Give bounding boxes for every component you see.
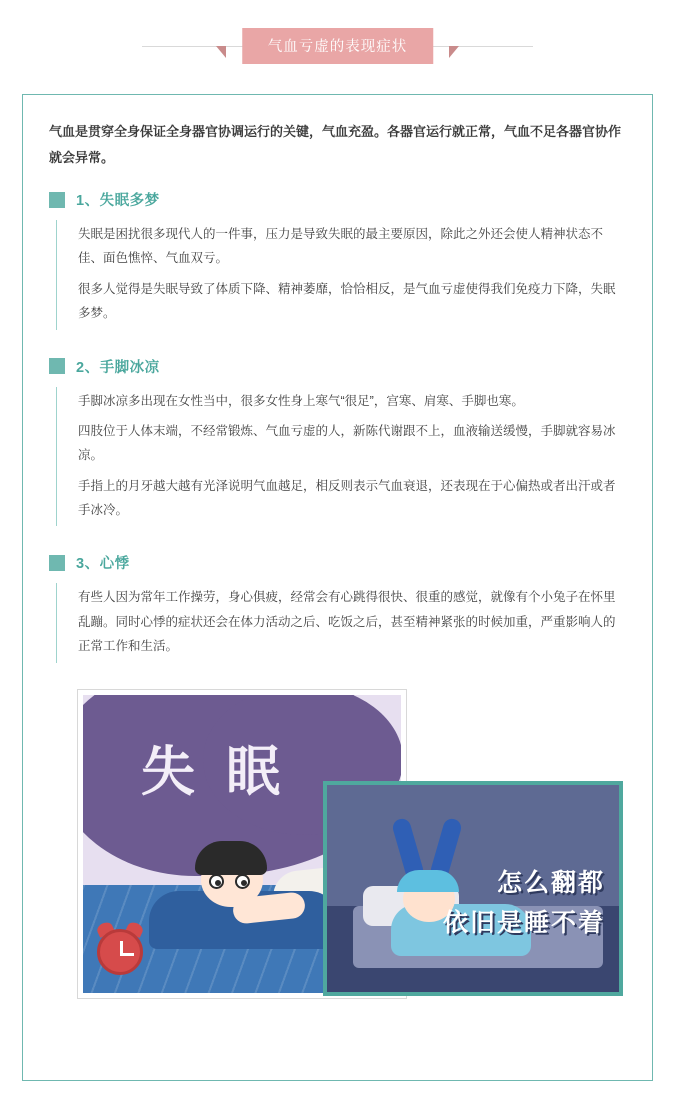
ribbon-tail-right <box>449 46 459 58</box>
page-title: 气血亏虚的表现症状 <box>242 28 434 64</box>
paragraph: 四肢位于人体末端，不经常锻炼、气血亏虚的人，新陈代谢跟不上，血液输送缓慢，手脚就容易冰凉。 <box>78 423 616 463</box>
page-header <box>0 0 675 78</box>
insomnia-caption: 失 眠 <box>141 741 289 802</box>
eye-left-icon <box>209 874 224 889</box>
section-header <box>49 189 626 210</box>
alarm-clock-icon <box>97 929 143 975</box>
paragraph: 手指上的月牙越大越有光泽说明气血越足，相反则表示气血衰退，还表现在于心偏热或者出汗或者手冰冷。 <box>78 478 616 517</box>
section-header <box>49 552 626 573</box>
hair-shape <box>195 841 267 875</box>
section-title: 1、失眠多梦 <box>76 193 160 209</box>
section-body <box>56 387 626 527</box>
square-bullet-icon <box>49 555 65 571</box>
section-palpitations <box>49 552 626 662</box>
section-cold-hands-feet <box>49 356 626 527</box>
intro-paragraph: 气血是贯穿全身保证全身器官协调运行的关键，气血充盈。各器官运行就正常，气血不足各器官协作就会异常。 <box>49 124 622 165</box>
section-header <box>49 356 626 377</box>
paragraph: 失眠是困扰很多现代人的一件事，压力是导致失眠的最主要原因，除此之外还会使人精神状态不佳、面色憔悴、气血双亏。 <box>78 227 604 266</box>
ribbon-tail-left <box>216 46 226 58</box>
section-title: 2、手脚冰凉 <box>76 359 160 376</box>
sleep-hat-shape <box>397 870 459 892</box>
section-title: 3、心悸 <box>76 556 130 573</box>
eye-right-icon <box>235 874 250 889</box>
rabbit-caption-line2: 依旧是睡不着 <box>442 908 605 937</box>
section-body <box>56 220 626 330</box>
square-bullet-icon <box>49 192 65 208</box>
rabbit-caption-line1: 怎么翻都 <box>496 868 605 897</box>
section-body <box>56 583 626 662</box>
section-insomnia <box>49 189 626 330</box>
illustration-group <box>77 689 626 1009</box>
paragraph: 手脚冰凉多出现在女性当中，很多女性身上寒气“很足”，宫寒、肩寒、手脚也寒。 <box>78 393 524 408</box>
rabbit-illustration <box>323 781 623 996</box>
content-card <box>22 94 653 1081</box>
paragraph: 很多人觉得是失眠导致了体质下降、精神萎靡，恰恰相反，是气血亏虚使得我们免疫力下降，失眠多梦。 <box>78 281 616 321</box>
paragraph: 有些人因为常年工作操劳，身心俱疲，经常会有心跳得很快、很重的感觉，就像有个小兔子在怀里乱蹦。同时心悸的症状还会在体力活动之后、吃饭之后，甚至精神紧张的时候加重，严重影响人的正常工作和生活。 <box>78 590 616 654</box>
square-bullet-icon <box>49 358 65 374</box>
